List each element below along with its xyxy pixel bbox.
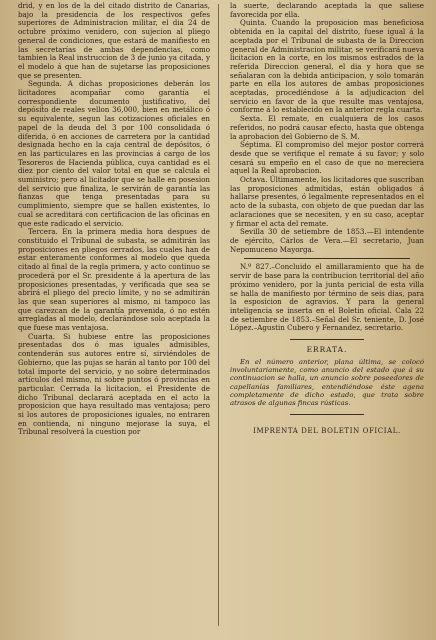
right-paragraph-continuation: la suerte, declarando aceptada la que saliese favorecida por ella. bbox=[230, 1, 424, 19]
left-paragraph-tercera: Tercera. En la primera media hora despues de constituido el Tribunal de subasta, se admitirán las proposiciones en pliegos cerrados, las cuales han de estar enteramente conformes al modelo que queda citado al final de la regla primera, y acto continuo se procederá por el Sr. presidente á la apertura de las proposiciones presentadas, y verificada que sea se abrirá el pliego del precio límite, y no se admitirán las que sean superiores al mismo, ni tampoco las que carezcan de la garantía prevenida, ó no estén arregladas al modelo, declarándose solo aceptada la que fuese mas ventajosa. bbox=[18, 227, 210, 333]
right-paragraph-quinta: Quinta. Cuando la proposicion mas beneficiosa obtenida en la capital del distrito, fuese igual á la aceptada por el Tribunal de subasta de la Direccion general de Administracion militar, se verificará nueva licitacion en la corte, en los mismos estrados de la referida Direccion general, el dia y hora que se señalaran con la debida anticipacion, y solo tomarán parte en ella los autores de ambas proposiciones aceptadas, procediéndose á la adjudicacion del servicio en favor de la que resulte mas ventajosa, conforme á lo establecido en la anterior regla cuarta. bbox=[230, 18, 424, 115]
notice-827: N.º 827.–Concluido el amillaramiento que ha de servir de base para la contribucion territorial del año próximo venidero, por la junta pericial de esta villa se halla de manifiesto por término de seis dias, para la esposicion de agravios. Y para la general inteligencia se inserta en el Boletin oficial. Cala 22 de setiembre de 1853.–Señal del Sr. teniente, D. José López.–Agustin Cubero y Fernandez, secretario. bbox=[230, 262, 424, 333]
errata-rule-bottom bbox=[290, 414, 364, 415]
errata-text: En el número anterior, plana última, se colocó involuntariamente, como anuncio del estado que á su continuacion se halla, un anuncio sobre poseedores de capellanías familiares, entendiéndose éste agena completamente de dicho estado, que trata sobre atrasos de algunas fincas rústicas. bbox=[230, 357, 424, 408]
section-rule bbox=[244, 258, 410, 259]
right-column bbox=[222, 0, 432, 640]
left-paragraph-segunda: Segunda. A dichas proposiciones deberán los licitadores acompañar como garantía el correspondiente documento justificativo, del depósito de reales vellon 36,000, bien en metálico ó su equivalente, segun las cotizaciones oficiales en papel de la deuda del 3 por 100 consolidada ó diferida, ó en acciones de carretera por la cantidad designada hecho en la caja central de depósitos, ó en las particulares en las provincias á cargo de los Tesoreros de Hacienda pública, cuya cantidad es el diez por ciento del valor total en que se calcula el suministro; pero al licitador que se halle en posesion del servicio que finaliza, le servirán de garantía las fianzas que tenga presentadas para su cumplimiento, siempre que se hallen existentes, lo cual se acreditará con certificacion de las oficinas en que este radicado el servicio. bbox=[18, 79, 210, 228]
errata-rule-top bbox=[290, 339, 364, 340]
errata-title: ERRATA. bbox=[306, 345, 348, 355]
left-paragraph-continuation: drid, y en los de la del citado distrito de Canarias, bajo la presidencia de los respectivos gefes superiores de Administracion militar, el dia 24 de octubre próximo venidero, con sujecion al pliego general de condiciones, que estará de manifiesto en las secretarías de ambas dependencias, como tambien la Real instruccion de 3 de junio ya citada, y el modelo á que han de sujetarse las proposiciones que se presenten. bbox=[18, 1, 210, 80]
signature-line: Sevilla 30 de setiembre de 1853.—El intendente de ejército, Cárlos de Vera.—El secretario, Juan Nepomuceno Mayorga. bbox=[230, 227, 424, 254]
imprint-line: IMPRENTA DEL BOLETIN OFICIAL. bbox=[253, 426, 401, 435]
left-paragraph-cuarta: Cuarta. Si hubiese entre las proposiciones presentadas dos ó mas iguales admisibles, contenderán sus autores entre sí, sirviéndoles de Gobierno, que las pujas se harán al tanto por 100 del total importe del servicio, y no sobre determinados artículos del mismo, ni sobre puntos ó provincias en particular. Cerrada la licitacion, el Presidente de dicho Tribunal declarará aceptada en el acto la proposicion que haya resultado mas ventajosa; pero si los autores de proposiciones iguales, no entraren en contienda, ni ninguno mejorase la suya, el Tribunal resolverá la cuestion por bbox=[18, 331, 210, 437]
left-column bbox=[4, 0, 216, 640]
right-paragraph-septima: Séptima. El compromiso del mejor postor correrá desde que se verifique el remate á su favor; y solo cesará su empeño en el caso de que no mereciera aquel la Real aprobacion. bbox=[230, 140, 424, 176]
right-paragraph-sexta: Sexta. El remate, en cualquiera de los casos referidos, no podrá causar efecto, hasta que obtenga la aprobacion del Gobierno de S. M. bbox=[230, 114, 424, 141]
right-paragraph-octava: Octava. Últimamente, los licitadores que suscriban las proposiciones admitidas, están obligados á hallarse presentes, ó legalmente representados en el acto de la subasta, con objeto de que puedan dar las aclaraciones que se necesiten, y en su caso, aceptar y firmar el acta del remate. bbox=[230, 175, 424, 228]
column-divider bbox=[218, 4, 219, 626]
